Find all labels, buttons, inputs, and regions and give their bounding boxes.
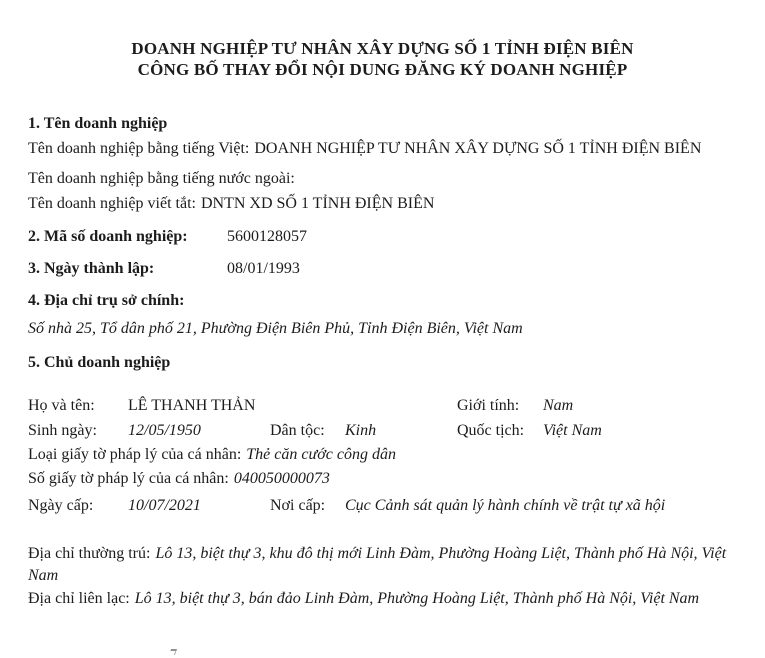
owner-id-number-label: Số giấy tờ pháp lý của cá nhân: (28, 470, 229, 487)
document-title-line2: CÔNG BỐ THAY ĐỔI NỘI DUNG ĐĂNG KÝ DOANH NGHIỆP (137, 60, 628, 79)
owner-issue-place-value: Cục Cảnh sát quản lý hành chính về trật tự xã hội (345, 497, 666, 514)
owner-ethnicity-value: Kinh (345, 422, 377, 439)
business-name-foreign-row (28, 168, 737, 190)
owner-residence-label: Địa chỉ thường trú: (28, 545, 151, 562)
owner-nationality-label: Quốc tịch: (457, 422, 525, 439)
business-name-vietnamese-row (28, 138, 734, 160)
owner-fullname-value: LÊ THANH THẢN (128, 397, 256, 414)
section-3-heading: 3. Ngày thành lập: (28, 260, 155, 277)
owner-id-type-value: Thẻ căn cước công dân (246, 446, 396, 463)
owner-issue-date-label: Ngày cấp: (28, 497, 94, 514)
business-name-foreign-label: Tên doanh nghiệp bằng tiếng nước ngoài: (28, 170, 295, 187)
owner-id-type-row (28, 444, 737, 466)
section-2-heading: 2. Mã số doanh nghiệp: (28, 228, 188, 245)
founding-date-row (28, 258, 737, 280)
cut-off-next-line-artifact (169, 649, 177, 655)
owner-contact-address-value: Lô 13, biệt thự 3, bán đảo Linh Đàm, Phường Hoàng Liệt, Thành phố Hà Nội, Việt Nam (134, 590, 700, 607)
owner-contact-address-row (28, 588, 734, 610)
owner-ethnicity-label: Dân tộc: (270, 422, 325, 439)
owner-gender-label: Giới tính: (457, 397, 520, 414)
owner-contact-address-label: Địa chỉ liên lạc: (28, 590, 130, 607)
owner-id-type-label: Loại giấy tờ pháp lý của cá nhân: (28, 446, 242, 463)
head-office-address: Số nhà 25, Tổ dân phố 21, Phường Điện Biên Phủ, Tỉnh Điện Biên, Việt Nam (28, 320, 523, 337)
founding-date-value: 08/01/1993 (227, 260, 300, 277)
owner-gender-value: Nam (543, 397, 574, 414)
owner-fullname-label: Họ và tên: (28, 397, 95, 414)
owner-residence-value: Lô 13, biệt thự 3, khu đô thị mới Linh Đàm, Phường Hoàng Liệt, Thành phố Hà Nội, Việt Nam (28, 545, 727, 584)
owner-issue-date-value: 10/07/2021 (128, 497, 201, 514)
section-5-heading: 5. Chủ doanh nghiệp (28, 354, 171, 371)
owner-dob-value: 12/05/1950 (128, 422, 201, 439)
business-name-short-label: Tên doanh nghiệp viết tắt: (28, 195, 196, 212)
document-title-line1: DOANH NGHIỆP TƯ NHÂN XÂY DỰNG SỐ 1 TỈNH ĐIỆN BIÊN (131, 39, 634, 58)
owner-id-number-row (28, 468, 737, 490)
enterprise-code-value: 5600128057 (227, 228, 307, 245)
enterprise-code-row (28, 226, 737, 248)
owner-fullname-row (28, 395, 737, 417)
owner-id-issue-row (28, 495, 737, 539)
section-1-heading: 1. Tên doanh nghiệp (28, 115, 168, 132)
owner-issue-place-label: Nơi cấp: (270, 497, 326, 514)
owner-dob-label: Sinh ngày: (28, 422, 97, 439)
business-name-vietnamese-value: DOANH NGHIỆP TƯ NHÂN XÂY DỰNG SỐ 1 TỈNH ĐIỆN BIÊN (254, 140, 702, 157)
owner-birth-row (28, 420, 737, 442)
owner-residence-row (28, 543, 734, 587)
owner-nationality-value: Việt Nam (543, 422, 602, 439)
business-name-vietnamese-label: Tên doanh nghiệp bằng tiếng Việt: (28, 140, 250, 157)
document-header (28, 38, 737, 80)
section-4-heading: 4. Địa chỉ trụ sở chính: (28, 292, 185, 309)
owner-id-number-value: 040050000073 (233, 470, 330, 487)
business-name-short-row (28, 193, 737, 215)
business-name-short-value: DNTN XD SỐ 1 TỈNH ĐIỆN BIÊN (200, 195, 435, 212)
